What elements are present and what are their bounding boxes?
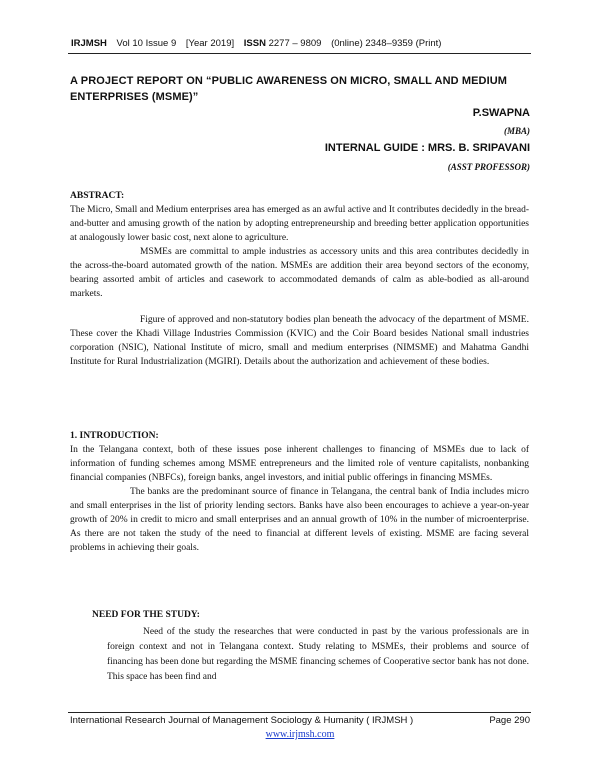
paper-title: A PROJECT REPORT ON “PUBLIC AWARENESS ON MICRO, SMALL AND MEDIUM ENTERPRISES (MSME)” — [70, 75, 508, 103]
need-section — [107, 625, 529, 685]
author-name: P.SWAPNA — [472, 107, 530, 119]
footer-rule — [68, 712, 531, 713]
introduction-heading: 1. INTRODUCTION: — [70, 431, 159, 441]
abstract-section — [70, 189, 529, 369]
author-degree: (MBA) — [503, 126, 530, 136]
introduction-section — [70, 429, 529, 555]
abstract-paragraph-3: Figure of approved and non-statutory bodies plan beneath the advocacy of the department of MSME. These cover the Khadi Village Industries Commission (KVIC) and the Coir Board besides National small industries corporation (NSIC), National Institute of micro, small and medium enterprises (NIMSME) and Mahatma Gandhi Institute for Rural Industrialization (MGIRI). Details about the authorization and achievement of these bodies. — [70, 315, 529, 367]
need-heading: NEED FOR THE STUDY: — [92, 610, 200, 620]
guide-role: (ASST PROFESSOR) — [447, 162, 530, 172]
issn-online: (0nline) 2348–9359 (Print) — [331, 38, 442, 49]
journal-abbrev: IRJMSH — [71, 38, 107, 49]
introduction-paragraph-2: The banks are the predominant source of finance in Telangana, the central bank of India includes micro and small enterprises in the list of priority lending sectors. Banks have also been encourages to achieve a year-on-year growth of 20% in credit to micro and small enterprises and an annual growth of 10% in the number of microenterprise. As there are not taken the study of the need to financial at different levels of existing. MSME are facing several problems in achieving their goals. — [70, 487, 529, 553]
introduction-paragraph-1: In the Telangana context, both of these issues pose inherent challenges to financing of MSMEs due to lack of information of funding schemes among MSME entrepreneurs and the limited role of venture capitalists, nonbanking financial companies (NBFCs), foreign banks, angel investors, and initial public offerings in financing MSMEs. — [70, 445, 529, 483]
year: [Year 2019] — [185, 38, 235, 49]
footer-journal: International Research Journal of Management Sociology & Humanity ( IRJMSH ) — [70, 715, 414, 726]
header-rule — [68, 53, 531, 54]
running-header — [71, 38, 541, 49]
issn-label: ISSN — [243, 38, 266, 49]
issn-value: 2277 – 9809 — [268, 38, 322, 49]
abstract-paragraph-1: The Micro, Small and Medium enterprises area has emerged as an awful active and It contributes decidedly in the bread-and-butter and amusing growth of the nation by adopting entrepreneurship and breeding better application opportunities at analogously lower basic cost, next alone to agriculture. — [70, 205, 529, 243]
footer-url-row — [0, 729, 600, 740]
need-paragraph-1: Need of the study the researches that were conducted in past by the various professionals are in foreign context and not in Telangana context. Study relating to MSMEs, their problems and source of financing has been done but regarding the MSME financing schemes of Cooperative sector bank has not done. This space has been find and — [107, 627, 529, 682]
page-number: Page 290 — [489, 715, 530, 726]
volume-issue: Vol 10 Issue 9 — [116, 38, 177, 49]
journal-link[interactable]: www.irjmsh.com — [265, 729, 335, 740]
internal-guide: INTERNAL GUIDE : MRS. B. SRIPAVANI — [324, 142, 530, 154]
abstract-heading: ABSTRACT: — [70, 191, 125, 201]
running-footer — [70, 715, 530, 726]
abstract-paragraph-2: MSMEs are committal to ample industries as accessory units and this area contributes decidedly in the across-the-board automated growth of the nation. MSMEs are addition their area beyond sectors of the economy, bearing assorted ambit of articles and casework to accommodated demands of calm as able-bodied as all-around markets. — [70, 247, 529, 299]
